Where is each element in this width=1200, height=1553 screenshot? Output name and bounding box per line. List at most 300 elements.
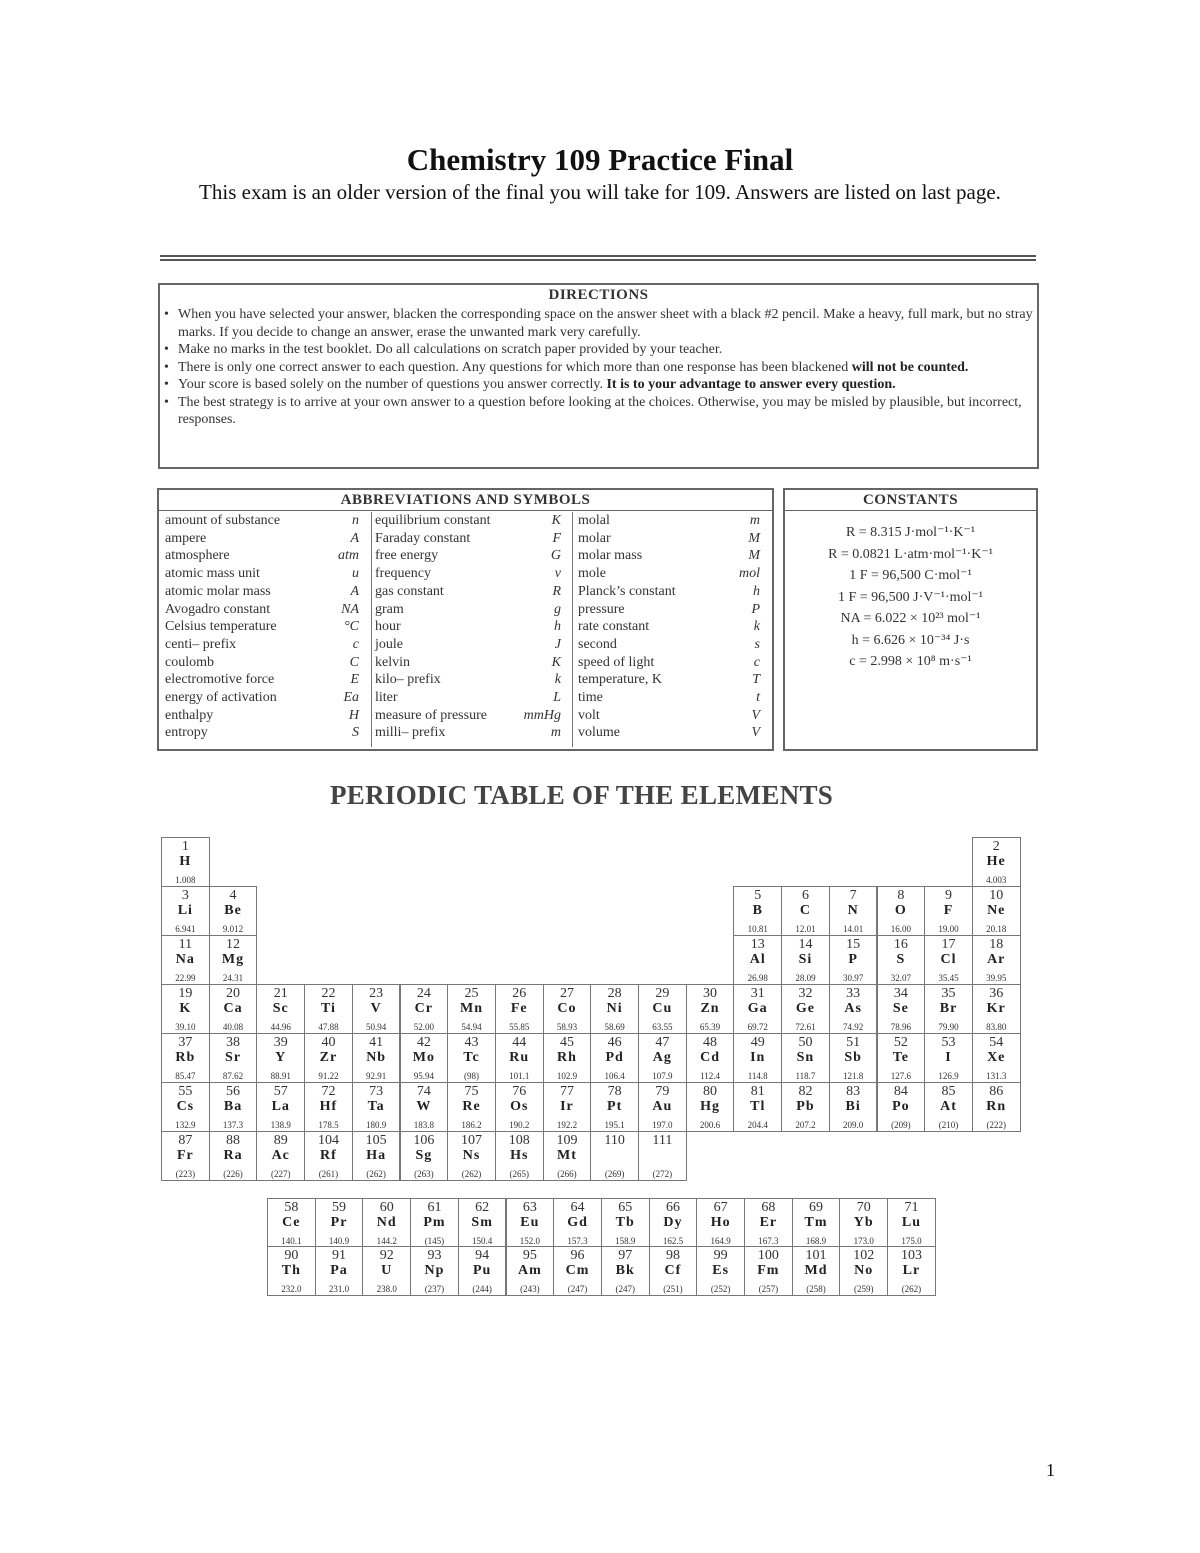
element-symbol: Po bbox=[892, 1099, 910, 1114]
element-symbol: Nb bbox=[366, 1050, 387, 1065]
abbr-symbol: E bbox=[350, 672, 359, 688]
element-cell bbox=[972, 1082, 1021, 1132]
element-cell bbox=[829, 1082, 878, 1132]
element-cell bbox=[877, 984, 926, 1034]
element-mass: 167.3 bbox=[758, 1236, 779, 1246]
element-number: 65 bbox=[618, 1200, 633, 1215]
element-number: 90 bbox=[284, 1248, 299, 1263]
element-cell bbox=[601, 1198, 650, 1248]
abbr-symbol: k bbox=[753, 619, 760, 635]
element-cell bbox=[829, 886, 878, 936]
abbr-term: volume bbox=[578, 725, 620, 741]
element-number: 48 bbox=[703, 1035, 718, 1050]
element-number: 15 bbox=[846, 937, 861, 952]
element-symbol: Mt bbox=[556, 1148, 577, 1163]
element-symbol: Mn bbox=[460, 1001, 484, 1016]
page-subtitle: This exam is an older version of the final you will take for 109. Answers are listed on last page. bbox=[199, 180, 1001, 204]
element-cell bbox=[304, 1082, 353, 1132]
element-cell bbox=[972, 1033, 1021, 1083]
element-cell bbox=[686, 1033, 735, 1083]
element-mass: 20.18 bbox=[986, 924, 1007, 934]
element-number: 93 bbox=[427, 1248, 442, 1263]
element-cell bbox=[781, 935, 830, 985]
periodic-table-title: PERIODIC TABLE OF THE ELEMENTS bbox=[330, 780, 834, 810]
element-cell bbox=[304, 1033, 353, 1083]
element-cell bbox=[887, 1198, 936, 1248]
element-symbol: Sm bbox=[471, 1215, 493, 1230]
element-cell bbox=[495, 1082, 544, 1132]
element-mass: (209) bbox=[891, 1120, 911, 1130]
element-mass: 164.9 bbox=[710, 1236, 731, 1246]
abbr-term: temperature, K bbox=[578, 672, 662, 688]
abbr-term: milli– prefix bbox=[375, 725, 446, 741]
element-symbol: Fm bbox=[757, 1263, 780, 1278]
element-mass: 138.9 bbox=[270, 1120, 291, 1130]
element-mass: 168.9 bbox=[805, 1236, 827, 1246]
abbr-symbol: ν bbox=[554, 566, 561, 582]
element-number: 83 bbox=[846, 1084, 861, 1099]
element-symbol: Se bbox=[892, 1001, 909, 1016]
abbr-term: amount of substance bbox=[165, 513, 281, 528]
element-mass: (265) bbox=[509, 1169, 529, 1179]
element-number: 53 bbox=[941, 1035, 956, 1050]
element-symbol: Te bbox=[892, 1050, 909, 1065]
element-mass: 10.81 bbox=[747, 924, 768, 934]
element-symbol: Pb bbox=[796, 1099, 815, 1114]
element-number: 101 bbox=[805, 1248, 827, 1263]
element-number: 81 bbox=[750, 1084, 765, 1099]
element-mass: 69.72 bbox=[747, 1022, 768, 1032]
element-number: 13 bbox=[750, 937, 765, 952]
element-number: 12 bbox=[226, 937, 241, 952]
element-symbol: Pa bbox=[330, 1263, 348, 1278]
element-number: 108 bbox=[508, 1133, 530, 1148]
abbr-term: ampere bbox=[165, 530, 207, 546]
element-cell bbox=[972, 886, 1021, 936]
element-symbol: F bbox=[943, 903, 954, 918]
element-number: 87 bbox=[178, 1133, 193, 1148]
element-cell bbox=[267, 1198, 316, 1248]
element-mass: 72.61 bbox=[795, 1022, 816, 1032]
element-number: 16 bbox=[893, 937, 908, 952]
element-mass: 192.2 bbox=[556, 1120, 578, 1130]
element-symbol: Mg bbox=[221, 952, 245, 967]
element-mass: 127.6 bbox=[890, 1071, 911, 1081]
element-cell bbox=[161, 837, 210, 887]
element-number: 92 bbox=[379, 1248, 394, 1263]
element-number: 94 bbox=[475, 1248, 490, 1263]
element-number: 36 bbox=[989, 986, 1004, 1001]
element-mass: 118.7 bbox=[795, 1071, 816, 1081]
element-mass: 112.4 bbox=[700, 1071, 720, 1081]
abbr-symbol: h bbox=[753, 583, 760, 599]
element-number: 72 bbox=[321, 1084, 336, 1099]
element-mass: 132.9 bbox=[175, 1120, 196, 1130]
element-symbol: Co bbox=[557, 1001, 577, 1016]
element-cell bbox=[256, 1033, 305, 1083]
direction-text: Your score is based solely on the number of questions you answer correctly. bbox=[178, 377, 607, 392]
element-number: 3 bbox=[181, 888, 189, 903]
element-symbol: Be bbox=[224, 903, 242, 918]
element-symbol: Ni bbox=[606, 1001, 623, 1016]
element-number: 95 bbox=[522, 1248, 537, 1263]
element-cell bbox=[352, 1082, 401, 1132]
element-cell bbox=[400, 984, 449, 1034]
page-number: 1 bbox=[1046, 1460, 1055, 1480]
element-mass: 195.1 bbox=[604, 1120, 625, 1130]
element-mass: 39.95 bbox=[986, 973, 1007, 983]
element-symbol: Ge bbox=[795, 1001, 815, 1016]
element-cell bbox=[352, 984, 401, 1034]
element-symbol: Ar bbox=[987, 952, 1006, 967]
element-number: 68 bbox=[761, 1200, 776, 1215]
element-mass: 152.0 bbox=[519, 1236, 540, 1246]
element-number: 59 bbox=[332, 1200, 347, 1215]
element-mass: 78.96 bbox=[890, 1022, 911, 1032]
element-mass: (261) bbox=[318, 1169, 339, 1179]
abbr-symbol: n bbox=[352, 513, 359, 528]
element-mass: 190.2 bbox=[509, 1120, 530, 1130]
abbr-term: entropy bbox=[165, 725, 208, 741]
element-number: 73 bbox=[369, 1084, 384, 1099]
element-cell bbox=[352, 1131, 401, 1181]
element-mass: (262) bbox=[901, 1284, 922, 1294]
element-number: 64 bbox=[570, 1200, 585, 1215]
element-cell bbox=[829, 1033, 878, 1083]
abbr-term: time bbox=[578, 690, 603, 706]
element-number: 79 bbox=[655, 1084, 670, 1099]
element-number: 77 bbox=[559, 1084, 574, 1099]
element-mass: 88.91 bbox=[270, 1071, 291, 1081]
element-symbol: U bbox=[381, 1263, 393, 1278]
element-cell bbox=[590, 984, 639, 1034]
element-cell bbox=[924, 886, 973, 936]
element-cell bbox=[792, 1246, 841, 1296]
element-cell bbox=[495, 1131, 544, 1181]
element-symbol: B bbox=[752, 903, 763, 918]
element-cell bbox=[161, 1033, 210, 1083]
element-symbol: Rh bbox=[556, 1050, 577, 1065]
element-mass: 183.8 bbox=[413, 1120, 434, 1130]
element-number: 4 bbox=[229, 888, 237, 903]
element-symbol: Tb bbox=[615, 1215, 635, 1230]
element-mass: 126.9 bbox=[938, 1071, 959, 1081]
element-mass: 65.39 bbox=[699, 1022, 721, 1032]
element-symbol: Na bbox=[175, 952, 195, 967]
element-number: 20 bbox=[226, 986, 241, 1001]
element-number: 78 bbox=[607, 1084, 622, 1099]
element-number: 91 bbox=[332, 1248, 347, 1263]
element-symbol: Ns bbox=[462, 1148, 481, 1163]
element-symbol: Ne bbox=[987, 903, 1006, 918]
abbr-term: measure of pressure bbox=[375, 707, 487, 723]
abbr-term: energy of activation bbox=[165, 690, 277, 706]
element-cell bbox=[543, 1131, 592, 1181]
element-mass: 30.97 bbox=[843, 973, 864, 983]
abbr-term: atomic mass unit bbox=[165, 566, 260, 582]
abbr-symbol: mol bbox=[739, 566, 760, 582]
element-mass: (272) bbox=[652, 1169, 673, 1179]
element-symbol: Fr bbox=[176, 1148, 194, 1163]
element-number: 30 bbox=[703, 986, 718, 1001]
direction-text: Make no marks in the test booklet. Do all calculations on scratch paper provided by your teacher. bbox=[178, 342, 723, 357]
element-cell bbox=[972, 837, 1021, 887]
element-symbol: Nd bbox=[376, 1215, 397, 1230]
element-symbol: Xe bbox=[987, 1050, 1006, 1065]
element-symbol: Pd bbox=[605, 1050, 624, 1065]
element-number: 40 bbox=[321, 1035, 336, 1050]
element-symbol: Ir bbox=[560, 1099, 574, 1114]
element-mass: (258) bbox=[806, 1284, 826, 1294]
element-cell bbox=[744, 1198, 793, 1248]
element-mass: 114.8 bbox=[747, 1071, 768, 1081]
constant-item: R = 8.315 J·mol⁻¹·K⁻¹ bbox=[845, 525, 976, 540]
element-mass: 50.94 bbox=[366, 1022, 387, 1032]
element-cell bbox=[792, 1198, 841, 1248]
element-mass: 39.10 bbox=[175, 1022, 196, 1032]
element-symbol: Md bbox=[804, 1263, 828, 1278]
abbr-term: gram bbox=[375, 601, 404, 617]
element-mass: 28.09 bbox=[795, 973, 816, 983]
element-mass: 16.00 bbox=[890, 924, 911, 934]
element-symbol: Ti bbox=[320, 1001, 336, 1016]
element-number: 100 bbox=[757, 1248, 779, 1263]
element-cell bbox=[877, 1082, 926, 1132]
element-number: 43 bbox=[464, 1035, 479, 1050]
abbr-symbol: P bbox=[751, 601, 760, 617]
element-symbol: Ca bbox=[223, 1001, 243, 1016]
abbr-symbol: m bbox=[550, 725, 561, 741]
element-cell bbox=[829, 935, 878, 985]
element-cell bbox=[733, 1033, 782, 1083]
element-mass: 91.22 bbox=[318, 1071, 339, 1081]
element-symbol: No bbox=[854, 1263, 874, 1278]
element-cell bbox=[601, 1246, 650, 1296]
element-symbol: Ga bbox=[747, 1001, 768, 1016]
element-number: 109 bbox=[556, 1133, 578, 1148]
element-mass: (243) bbox=[520, 1284, 540, 1294]
element-number: 39 bbox=[273, 1035, 288, 1050]
element-cell bbox=[686, 1082, 735, 1132]
element-cell bbox=[839, 1246, 888, 1296]
element-cell bbox=[400, 1033, 449, 1083]
element-number: 7 bbox=[849, 888, 857, 903]
element-symbol: Si bbox=[798, 952, 813, 967]
element-cell bbox=[877, 1033, 926, 1083]
element-number: 97 bbox=[618, 1248, 633, 1263]
element-number: 70 bbox=[856, 1200, 871, 1215]
element-number: 106 bbox=[413, 1133, 435, 1148]
abbr-symbol: atm bbox=[338, 548, 359, 564]
element-cell bbox=[839, 1198, 888, 1248]
element-symbol: He bbox=[986, 854, 1006, 869]
abbr-term: pressure bbox=[578, 601, 625, 617]
element-number: 56 bbox=[226, 1084, 241, 1099]
element-number: 33 bbox=[846, 986, 861, 1001]
abbr-symbol: m bbox=[749, 513, 760, 528]
element-number: 6 bbox=[801, 888, 809, 903]
element-cell bbox=[495, 984, 544, 1034]
element-symbol: Hs bbox=[510, 1148, 529, 1163]
page-title: Chemistry 109 Practice Final bbox=[406, 142, 794, 177]
abbr-symbol: V bbox=[751, 725, 760, 741]
element-cell bbox=[781, 984, 830, 1034]
element-mass: 52.00 bbox=[413, 1022, 434, 1032]
element-number: 27 bbox=[559, 986, 574, 1001]
element-mass: 26.98 bbox=[747, 973, 768, 983]
element-cell bbox=[400, 1131, 449, 1181]
element-mass: (247) bbox=[567, 1284, 588, 1294]
element-mass: 175.0 bbox=[901, 1236, 922, 1246]
element-cell bbox=[924, 935, 973, 985]
element-symbol: Ha bbox=[366, 1148, 387, 1163]
element-symbol: Ru bbox=[509, 1050, 530, 1065]
element-cell bbox=[161, 886, 210, 936]
element-symbol: K bbox=[179, 1001, 192, 1016]
element-cell bbox=[209, 984, 258, 1034]
element-cell bbox=[696, 1198, 745, 1248]
element-symbol: Au bbox=[652, 1099, 673, 1114]
element-cell bbox=[506, 1246, 555, 1296]
element-number: 96 bbox=[570, 1248, 585, 1263]
element-symbol: Li bbox=[177, 903, 193, 918]
element-mass: 92.91 bbox=[366, 1071, 387, 1081]
element-mass: (263) bbox=[414, 1169, 434, 1179]
element-mass: (98) bbox=[464, 1071, 480, 1081]
element-mass: 54.94 bbox=[461, 1022, 482, 1032]
element-number: 25 bbox=[464, 986, 479, 1001]
element-number: 28 bbox=[607, 986, 622, 1001]
element-symbol: Lr bbox=[902, 1263, 921, 1278]
element-number: 110 bbox=[604, 1133, 625, 1148]
element-mass: (252) bbox=[710, 1284, 731, 1294]
element-symbol: Hf bbox=[319, 1099, 338, 1114]
abbr-symbol: t bbox=[756, 690, 760, 706]
element-number: 71 bbox=[904, 1200, 919, 1215]
abbr-symbol: h bbox=[554, 619, 561, 635]
abbr-symbol: c bbox=[352, 636, 359, 652]
element-mass: 238.0 bbox=[376, 1284, 397, 1294]
element-mass: 140.9 bbox=[328, 1236, 350, 1246]
element-symbol: Pt bbox=[607, 1099, 623, 1114]
element-cell bbox=[352, 1033, 401, 1083]
element-cell bbox=[362, 1246, 411, 1296]
abbr-term: second bbox=[578, 636, 617, 652]
element-cell bbox=[696, 1246, 745, 1296]
abbr-term: coulomb bbox=[165, 654, 214, 670]
element-number: 60 bbox=[379, 1200, 394, 1215]
element-cell bbox=[209, 886, 258, 936]
element-cell bbox=[877, 886, 926, 936]
element-mass: 140.1 bbox=[281, 1236, 302, 1246]
element-mass: (266) bbox=[557, 1169, 577, 1179]
element-mass: 44.96 bbox=[270, 1022, 291, 1032]
direction-text: The best strategy is to arrive at your own answer to a question before looking at the choices. Otherwise, you may be misled by plausible, but incorrect, responses. bbox=[178, 394, 1022, 427]
abbr-term: free energy bbox=[375, 548, 439, 564]
abbr-symbol: M bbox=[748, 530, 760, 546]
element-number: 89 bbox=[273, 1133, 288, 1148]
constant-item: 1 F = 96,500 C·mol⁻¹ bbox=[849, 568, 972, 583]
element-number: 103 bbox=[900, 1248, 922, 1263]
element-mass: 22.99 bbox=[175, 973, 196, 983]
element-symbol: Yb bbox=[853, 1215, 874, 1230]
abbr-term: Celsius temperature bbox=[165, 619, 277, 635]
abbr-term: electromotive force bbox=[165, 672, 275, 688]
element-mass: 231.0 bbox=[328, 1284, 350, 1294]
element-number: 11 bbox=[178, 937, 193, 952]
element-number: 24 bbox=[416, 986, 431, 1001]
element-symbol: Gd bbox=[567, 1215, 588, 1230]
element-number: 57 bbox=[273, 1084, 288, 1099]
element-mass: 63.55 bbox=[652, 1022, 673, 1032]
element-cell bbox=[447, 1082, 496, 1132]
element-symbol: Mo bbox=[412, 1050, 435, 1065]
direction-text: There is only one correct answer to each question. Any questions for which more than one response has been blackened bbox=[178, 359, 852, 375]
element-mass: 186.2 bbox=[461, 1120, 482, 1130]
element-symbol: Pr bbox=[330, 1215, 348, 1230]
element-number: 50 bbox=[798, 1035, 813, 1050]
element-cell bbox=[458, 1246, 507, 1296]
element-mass: 58.69 bbox=[604, 1022, 625, 1032]
abbr-symbol: C bbox=[349, 654, 359, 670]
abbr-term: joule bbox=[375, 636, 403, 652]
element-symbol: Pm bbox=[423, 1215, 446, 1230]
element-symbol: Tm bbox=[804, 1215, 828, 1230]
abbr-symbol: k bbox=[554, 672, 561, 688]
element-mass: 197.0 bbox=[652, 1120, 673, 1130]
element-cell bbox=[447, 1033, 496, 1083]
abbr-symbol: u bbox=[352, 566, 359, 582]
element-mass: 12.01 bbox=[795, 924, 816, 934]
element-cell bbox=[304, 1131, 353, 1181]
element-symbol: Ra bbox=[223, 1148, 243, 1163]
element-mass: (251) bbox=[663, 1284, 683, 1294]
abbr-symbol: °C bbox=[344, 619, 359, 635]
element-symbol: Ce bbox=[282, 1215, 301, 1230]
abbr-term: rate constant bbox=[578, 619, 650, 635]
abbr-term: Faraday constant bbox=[375, 530, 471, 546]
element-mass: 40.08 bbox=[222, 1022, 244, 1032]
abbr-symbol: T bbox=[752, 672, 760, 688]
abbr-term: equilibrium constant bbox=[375, 513, 491, 528]
element-cell bbox=[161, 935, 210, 985]
abbr-term: speed of light bbox=[578, 654, 655, 670]
element-number: 1 bbox=[181, 839, 189, 854]
element-mass: 107.9 bbox=[652, 1071, 673, 1081]
abbr-symbol: G bbox=[550, 548, 561, 564]
element-symbol: Cs bbox=[176, 1099, 195, 1114]
abbr-symbol: J bbox=[554, 636, 561, 652]
abbr-symbol: s bbox=[754, 636, 760, 652]
element-symbol: Es bbox=[712, 1263, 730, 1278]
element-cell bbox=[209, 1082, 258, 1132]
element-number: 21 bbox=[273, 986, 288, 1001]
element-cell bbox=[256, 1131, 305, 1181]
element-cell bbox=[543, 984, 592, 1034]
abbr-symbol: g bbox=[554, 601, 561, 617]
element-cell bbox=[744, 1246, 793, 1296]
element-number: 31 bbox=[750, 986, 765, 1001]
element-symbol: Sg bbox=[415, 1148, 433, 1163]
element-symbol: Ag bbox=[652, 1050, 672, 1065]
element-symbol: Y bbox=[275, 1050, 287, 1065]
element-number: 82 bbox=[798, 1084, 813, 1099]
element-mass: 232.0 bbox=[281, 1284, 302, 1294]
element-mass: 35.45 bbox=[938, 973, 959, 983]
element-mass: 131.3 bbox=[986, 1071, 1007, 1081]
element-cell bbox=[924, 1033, 973, 1083]
element-mass: 173.0 bbox=[853, 1236, 874, 1246]
